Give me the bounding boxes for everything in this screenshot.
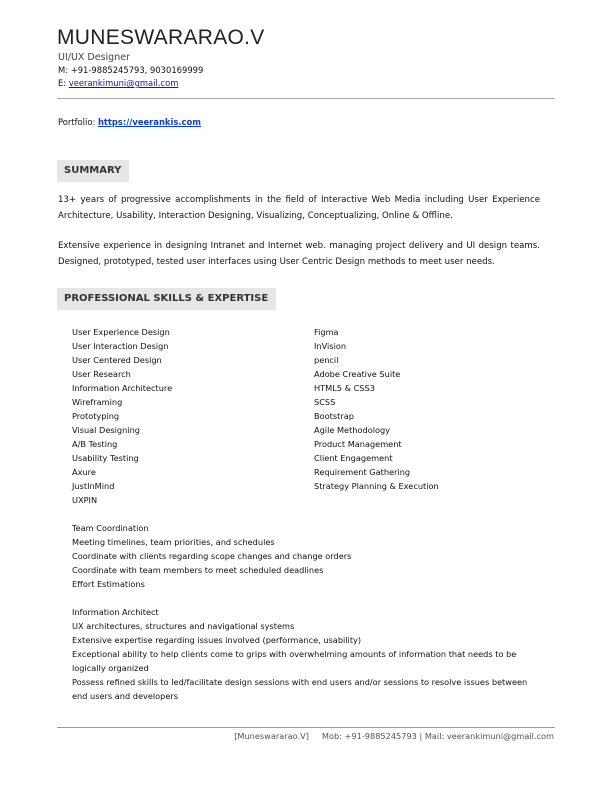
skill-item: Visual Designing [72, 425, 140, 435]
tool-item: Product Management [314, 439, 402, 449]
tool-item: Client Engagement [314, 453, 393, 463]
summary-paragraph-1: 13+ years of progressive accomplishments in the field of Interactive Web Media including User Experience Architecture, Usability, Interaction Designing, Visualizing, Conceptualizing, Online & Offline. [58, 195, 540, 221]
skill-item: User Experience Design [72, 327, 170, 337]
skill-item: Wireframing [72, 397, 123, 407]
phone-numbers: M: +91-9885245793, 9030169999 [58, 65, 204, 75]
skill-item: JustInMind [72, 481, 115, 491]
skills-heading: PROFESSIONAL SKILLS & EXPERTISE [57, 288, 276, 310]
team-coordination-item: Coordinate with team members to meet scheduled deadlines [72, 565, 324, 575]
skill-item: User Centered Design [72, 355, 162, 365]
information-architect-item: Possess refined skills to led/facilitate design sessions with end users and/or sessions to resolve issues between end users and developers [72, 677, 528, 701]
tool-item: pencil [314, 355, 339, 365]
skills-right-column [314, 325, 439, 493]
tool-item: Figma [314, 327, 339, 337]
skill-item: Prototyping [72, 411, 120, 421]
tool-item: Strategy Planning & Execution [314, 481, 439, 491]
team-coordination-item: Meeting timelines, team priorities, and schedules [72, 537, 275, 547]
summary-paragraph-2: Extensive experience in designing Intranet and Internet web. managing project delivery and UI design teams. Designed, prototyped, tested user interfaces using User Centric Design methods to meet user needs. [58, 241, 540, 267]
tool-item: InVision [314, 341, 347, 351]
information-architect-item: UX architectures, structures and navigational systems [72, 621, 295, 631]
tool-item: Requirement Gathering [314, 467, 411, 477]
skills-left-column [72, 325, 172, 507]
skill-item: Usability Testing [72, 453, 139, 463]
tool-item: SCSS [314, 397, 336, 407]
team-coordination-heading: Team Coordination [72, 523, 149, 533]
tool-item: Bootstrap [314, 411, 354, 421]
skill-item: UXPIN [72, 495, 98, 505]
team-coordination-item: Effort Estimations [72, 579, 145, 589]
portfolio-line [58, 117, 201, 127]
footer-divider [57, 727, 555, 728]
candidate-role: UI/UX Designer [58, 52, 130, 63]
skill-item: Information Architecture [72, 383, 173, 393]
header-divider [57, 98, 555, 99]
summary-heading: SUMMARY [57, 160, 129, 182]
team-coordination-block [72, 521, 542, 591]
information-architect-item: Extensive expertise regarding issues involved (performance, usability) [72, 635, 362, 645]
skill-item: Axure [72, 467, 96, 477]
skill-item: A/B Testing [72, 439, 118, 449]
team-coordination-item: Coordinate with clients regarding scope changes and change orders [72, 551, 352, 561]
information-architect-block [72, 605, 542, 703]
email-label: E: [58, 78, 69, 88]
information-architect-item: Exceptional ability to help clients come to grips with overwhelming amounts of information that needs to be logically organized [72, 649, 517, 673]
candidate-name: MUNESWARARAO.V [57, 26, 265, 49]
tool-item: HTML5 & CSS3 [314, 383, 375, 393]
skill-item: User Interaction Design [72, 341, 169, 351]
email-link[interactable]: veerankimuni@gmail.com [68, 78, 179, 88]
information-architect-heading: Information Architect [72, 607, 159, 617]
page-footer: [Muneswararao.V] Mob: +91-9885245793 | Mail: veerankimuni@gmail.com [234, 731, 554, 741]
skill-item: User Research [72, 369, 131, 379]
tool-item: Agile Methodology [314, 425, 391, 435]
portfolio-label: Portfolio: [58, 117, 98, 127]
portfolio-link[interactable]: https://veerankis.com [97, 117, 201, 127]
tool-item: Adobe Creative Suite [314, 369, 401, 379]
email-line [58, 78, 178, 88]
